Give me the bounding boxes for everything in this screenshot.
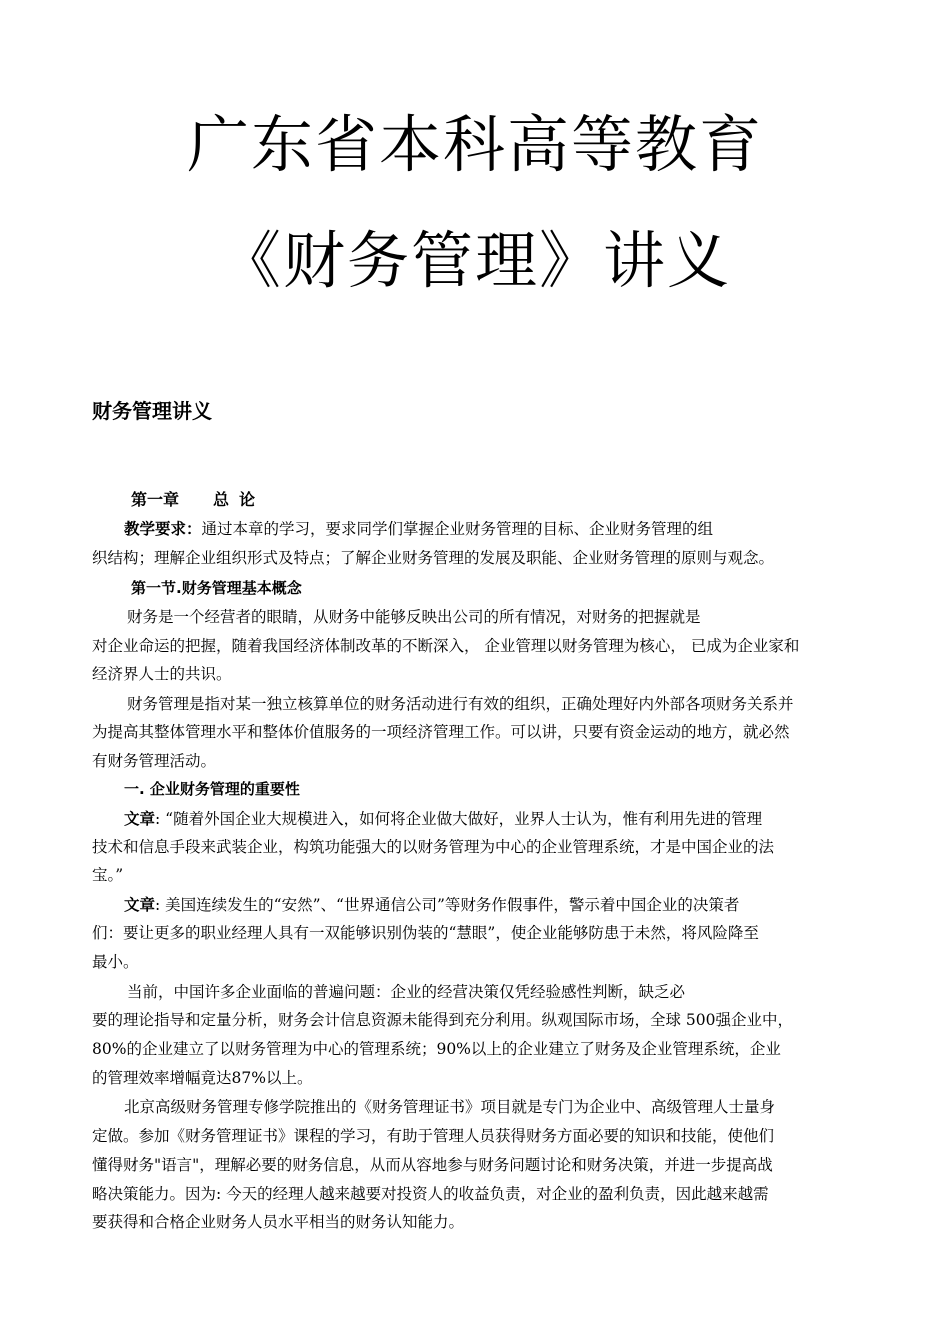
- para-4-line-1: 北京高级财务管理专修学院推出的《财务管理证书》项目就是专门为企业中、高级管理人士量身: [124, 1098, 776, 1116]
- requirements-line-2: 织结构；理解企业组织形式及特点；了解企业财务管理的发展及职能、企业财务管理的原则与观念。: [92, 549, 775, 567]
- chapter-number: 第一章: [131, 490, 180, 509]
- para-3-line-2: 要的理论指导和定量分析，财务会计信息资源未能得到充分利用。纵观国际市场，全球 500强企业中，: [92, 1011, 794, 1029]
- quote-2-line-3: 最小。: [92, 953, 139, 971]
- requirements-text-1: 通过本章的学习，要求同学们掌握企业财务管理的目标、企业财务管理的组: [201, 520, 714, 538]
- document-title-line-2: 《财务管理》讲义: [218, 224, 731, 297]
- para-4-line-2: 定做。参加《财务管理证书》课程的学习，有助于管理人员获得财务方面必要的知识和技能，使他们: [92, 1127, 775, 1145]
- para-4-line-5: 要获得和合格企业财务人员水平相当的财务认知能力。: [92, 1213, 465, 1231]
- para-1-line-2: 对企业命运的把握，随着我国经济体制改革的不断深入， 企业管理以财务管理为核心， 已成为企业家和: [92, 637, 800, 655]
- section-1-heading: 第一节.财务管理基本概念: [131, 579, 302, 597]
- para-2-line-1: 财务管理是指对某一独立核算单位的财务活动进行有效的组织，正确处理好内外部各项财务关系并: [127, 695, 794, 713]
- quote-2-text-1: : 美国连续发生的“安然”、“世界通信公司”等财务作假事件，警示着中国企业的决策者: [155, 896, 740, 914]
- quote-2-line-2: 们：要让更多的职业经理人具有一双能够识别伪装的“慧眼”，使企业能够防患于未然，将风险降至: [92, 924, 759, 942]
- requirements-line-1: [124, 517, 713, 541]
- para-4-line-4: 略决策能力。因为: 今天的经理人越来越要对投资人的收益负责，对企业的盈利负责，因此越来越需: [92, 1185, 769, 1203]
- para-1-line-1: 财务是一个经营者的眼睛，从财务中能够反映出公司的所有情况，对财务的把握就是: [127, 608, 701, 626]
- chapter-name-char-1: 总: [213, 490, 230, 509]
- quote-1-line-2: 技术和信息手段来武装企业，构筑功能强大的以财务管理为中心的企业管理系统，才是中国企业的法: [92, 838, 775, 856]
- para-1-line-3: 经济界人士的共识。: [92, 665, 232, 683]
- para-3-line-3: 80%的企业建立了以财务管理为中心的管理系统；90%以上的企业建立了财务及企业管理系统，企业: [92, 1040, 781, 1058]
- document-title-line-1: 广东省本科高等教育: [186, 108, 763, 181]
- chapter-name-char-2: 论: [239, 490, 256, 509]
- para-3-line-1: 当前，中国许多企业面临的普遍问题：企业的经营决策仅凭经验感性判断，缺乏必: [127, 983, 686, 1001]
- quote-1-label: 文章: [124, 810, 156, 828]
- document-subtitle: 财务管理讲义: [92, 399, 212, 423]
- para-4-line-3: 懂得财务"语言"，理解必要的财务信息，从而从容地参与财务问题讨论和财务决策，并进一步提高战: [92, 1156, 773, 1174]
- para-2-line-3: 有财务管理活动。: [92, 752, 217, 770]
- quote-2-label: 文章: [124, 896, 156, 914]
- para-3-line-4: 的管理效率增幅竟达87%以上。: [92, 1069, 313, 1087]
- quote-2-line-1: [124, 893, 739, 917]
- para-2-line-2: 为提高其整体管理水平和整体价值服务的一项经济管理工作。可以讲，只要有资金运动的地方，就必然: [92, 723, 790, 741]
- subsection-1-heading: 一. 企业财务管理的重要性: [124, 780, 300, 798]
- requirements-label: 教学要求：: [124, 520, 202, 538]
- quote-1-text-1: : “随着外国企业大规模进入，如何将企业做大做好，业界人士认为，惟有利用先进的管理: [155, 810, 763, 828]
- quote-1-line-1: [124, 807, 762, 831]
- chapter-heading: [131, 488, 255, 512]
- quote-1-line-3: 宝。”: [92, 866, 124, 884]
